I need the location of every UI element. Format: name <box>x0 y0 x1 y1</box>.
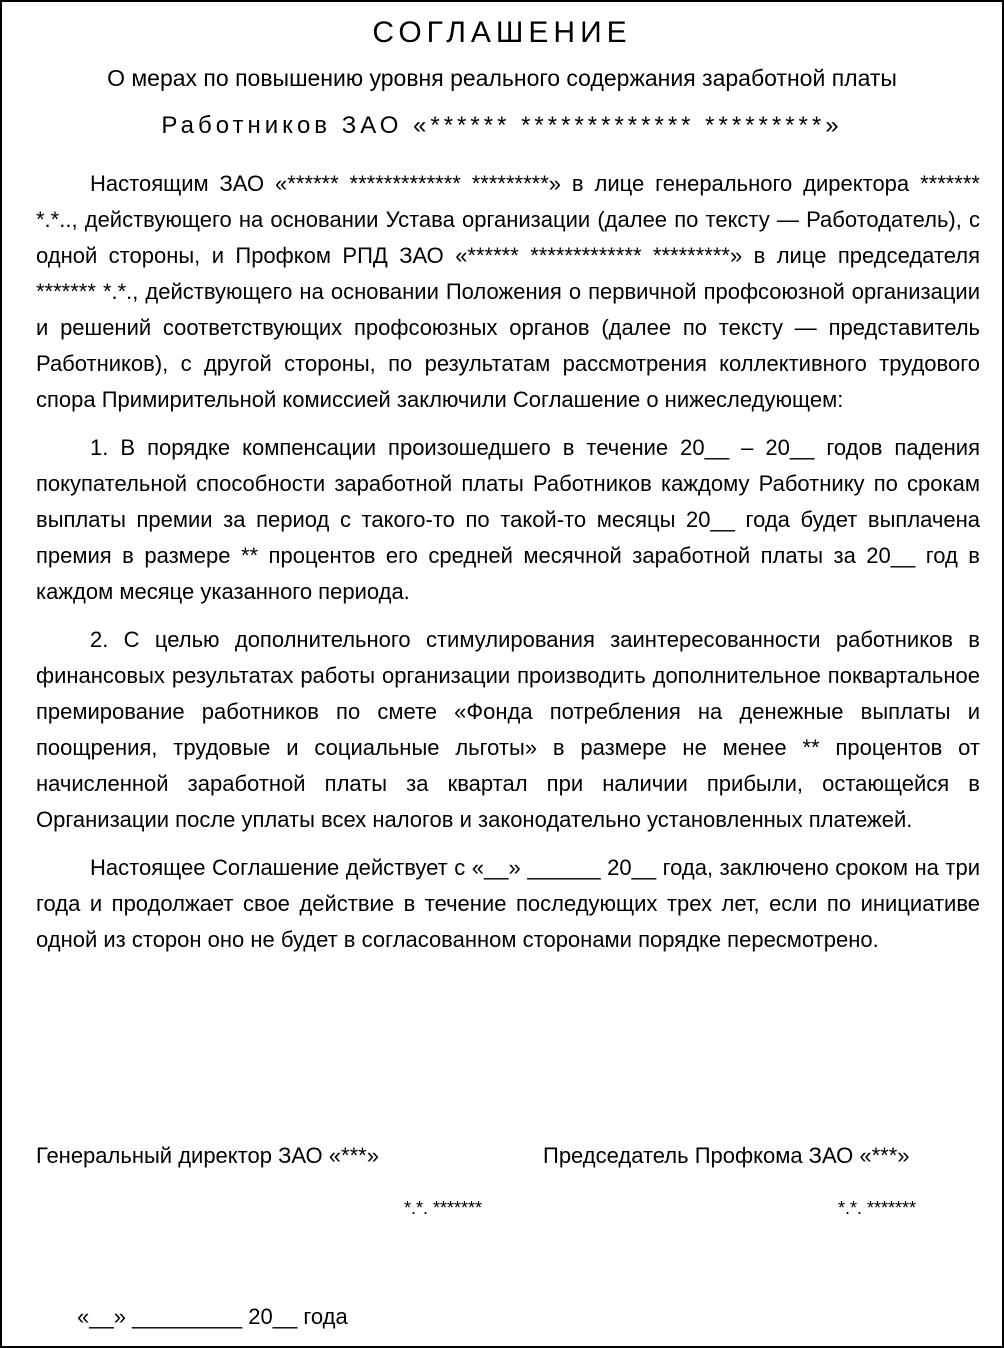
document-subtitle-employees: Работников ЗАО «****** ************* *********» <box>161 112 843 139</box>
signature-title-union-chair: Председатель Профкома ЗАО «***» <box>543 1143 910 1168</box>
signature-title-director: Генеральный директор ЗАО «***» <box>36 1143 379 1168</box>
document-body <box>36 166 980 970</box>
paragraph-clause-1: 1. В порядке компенсации произошедшего в течение 20__ – 20__ годов падения покупательной способности заработной платы Работников каждому Работнику по срокам выплаты премии за период с такого-то по такой-то месяцы 20__ года будет выплачена премия в размере ** процентов его средней месячной заработной платы за 20__ год в каждом месяце указанного периода. <box>36 435 980 604</box>
paragraph-preamble: Настоящим ЗАО «****** ************* *********» в лице генерального директора ******* *.*.., действующего на основании Устава организации (далее по тексту — Работодатель), с одной стороны, и Профком РПД ЗАО «****** ************* *********» в лице председателя ******* *.*., действующего на основании Положения о первичной профсоюзной организации и решений соответствующих профсоюзных органов (далее по тексту — представитель Работников), с другой стороны, по результатам рассмотрения коллективного трудового спора Примирительной комиссией заключили Соглашение о нижеследующем: <box>36 171 980 412</box>
signing-date-line: «__» _________ 20__ года <box>77 1304 348 1329</box>
signature-name-director: *.*. ******* <box>404 1198 483 1218</box>
document-title: СОГЛАШЕНИЕ <box>372 16 632 49</box>
paragraph-clause-2: 2. С целью дополнительного стимулирования заинтересованности работников в финансовых результатах работы организации производить дополнительное поквартальное премирование работников по смете «Фонда потребления на денежные выплаты и поощрения, трудовые и социальные льготы» в размере не менее ** процентов от начисленной заработной платы за квартал при наличии прибыли, остающейся в Организации после уплаты всех налогов и законодательно установленных платежей. <box>36 627 980 832</box>
document-subtitle: О мерах по повышению уровня реального содержания заработной платы <box>107 65 897 91</box>
paragraph-term: Настоящее Соглашение действует с «__» ______ 20__ года, заключено сроком на три года и продолжает свое действие в течение последующих трех лет, если по инициативе одной из сторон оно не будет в согласованном сторонами порядке пересмотрено. <box>36 855 980 952</box>
signature-name-union-chair: *.*. ******* <box>838 1198 917 1218</box>
